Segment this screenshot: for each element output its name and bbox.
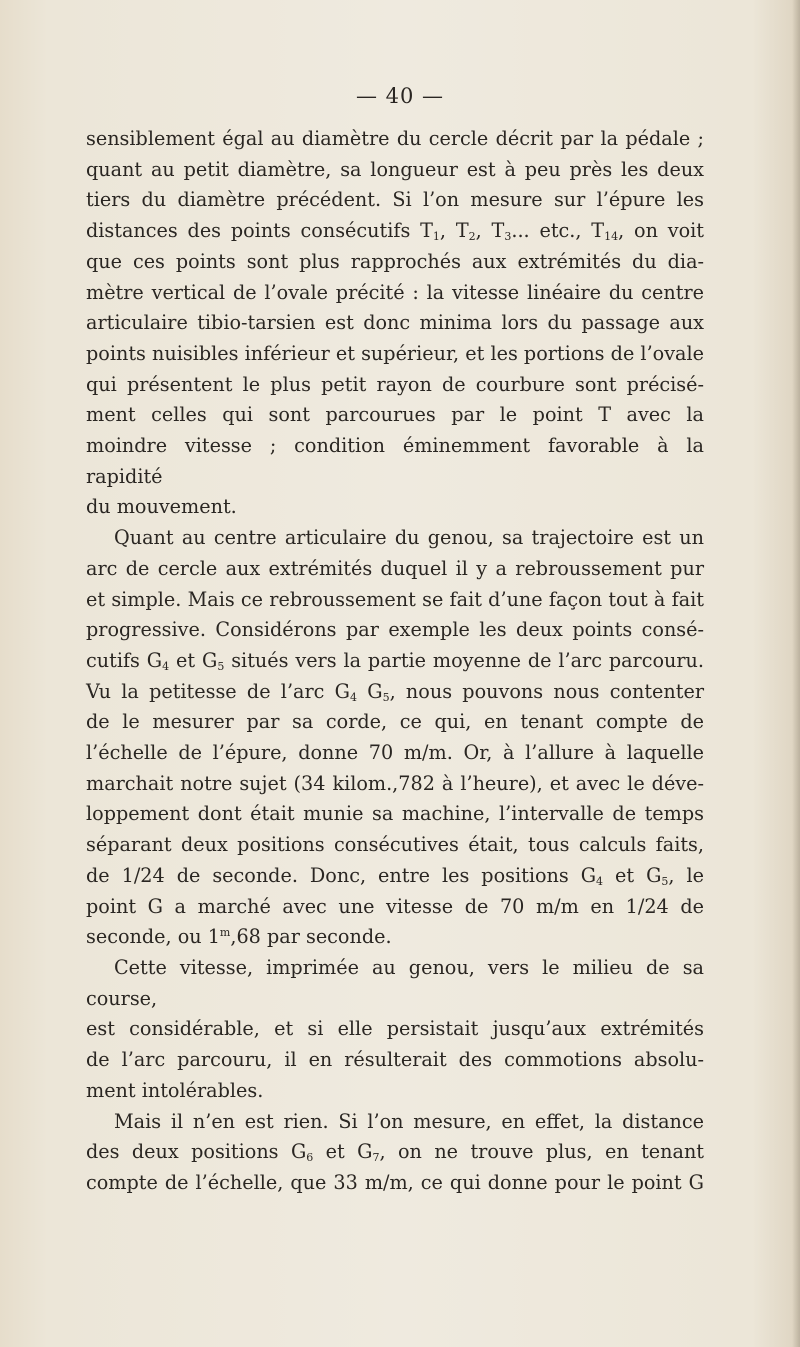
text-line: est considérable, et si elle persistait jusqu’aux extrémités [86,1017,704,1041]
text-line: Cette vitesse, imprimée au genou, vers le milieu de sa course, [86,955,704,1010]
body-text [86,124,704,1199]
text-line: point G a marché avec une vitesse de 70 m/m en 1/24 de [86,894,704,918]
page-edge-shadow [792,0,800,1347]
text-line: que ces points sont plus rapprochés aux extrémités du dia- [86,249,704,273]
text-line: des deux positions $G_6$ et $G_7$, on ne trouve plus, en tenant [86,1140,705,1165]
text-line: de l’arc parcouru, il en résulterait des commotions absolu- [86,1048,704,1072]
text-line: l’échelle de l’épure, donne 70 m/m. Or, à l’allure à laquelle [86,741,704,765]
text-line: de 1/24 de seconde. Donc, entre les positions $G_4$ et $G_5$, le [86,863,704,888]
text-line: Quant au centre articulaire du genou, sa trajectoire est un [114,526,704,550]
text-line: distances des points consécutifs $T_1$, $T_2$, $T_3$... etc., $T_{14}$, on voit [86,219,704,244]
text-line: mètre vertical de l’ovale précité : la vitesse linéaire du centre [86,280,704,304]
text-line: tiers du diamètre précédent. Si l’on mesure sur l’épure les [86,188,704,212]
text-line: cutifs $G_4$ et $G_5$ situés vers la partie moyenne de l’arc parcouru. [86,648,705,673]
text-line: articulaire tibio-tarsien est donc minima lors du passage aux [86,311,704,335]
text-line: Mais il n’en est rien. Si l’on mesure, en effet, la distance [114,1109,704,1133]
text-line: compte de l’échelle, que 33 m/m, ce qui donne pour le point G [86,1170,704,1194]
text-line: sensiblement égal au diamètre du cercle décrit par la pédale ; [86,127,704,150]
text-line: ment celles qui sont parcourues par le point T avec la [86,403,704,427]
text-line: et simple. Mais ce rebroussement se fait d’une façon tout à fait [86,587,704,611]
text-line: moindre vitesse ; condition éminemment favorable à la rapidité [86,434,704,488]
text-line: de le mesurer par sa corde, ce qui, en tenant compte de [86,710,704,734]
text-line: Vu la petitesse de l’arc $G_4$ $G_5$, nous pouvons nous contenter [86,679,705,704]
text-line: arc de cercle aux extrémités duquel il y a rebroussement pur [86,556,704,580]
text-line: progressive. Considérons par exemple les deux points consé- [86,618,704,642]
text-line: loppement dont était munie sa machine, l’intervalle de temps [86,802,704,826]
text-line: séparant deux positions consécutives était, tous calculs faits, [86,833,704,857]
text-line: marchait notre sujet (34 kilom.,782 à l’heure), et avec le déve- [86,771,704,795]
page-number: — 40 — [355,84,445,108]
text-line: seconde, ou 1$^m$,68 par seconde. [86,925,392,949]
text-line: qui présentent le plus petit rayon de courbure sont précisé- [86,372,704,396]
text-line: quant au petit diamètre, sa longueur est à peu près les deux [86,157,704,181]
text-line: ment intolérables. [86,1078,264,1102]
text-line: du mouvement. [86,495,237,519]
text-line: points nuisibles inférieur et supérieur, et les portions de l’ovale [86,341,704,365]
